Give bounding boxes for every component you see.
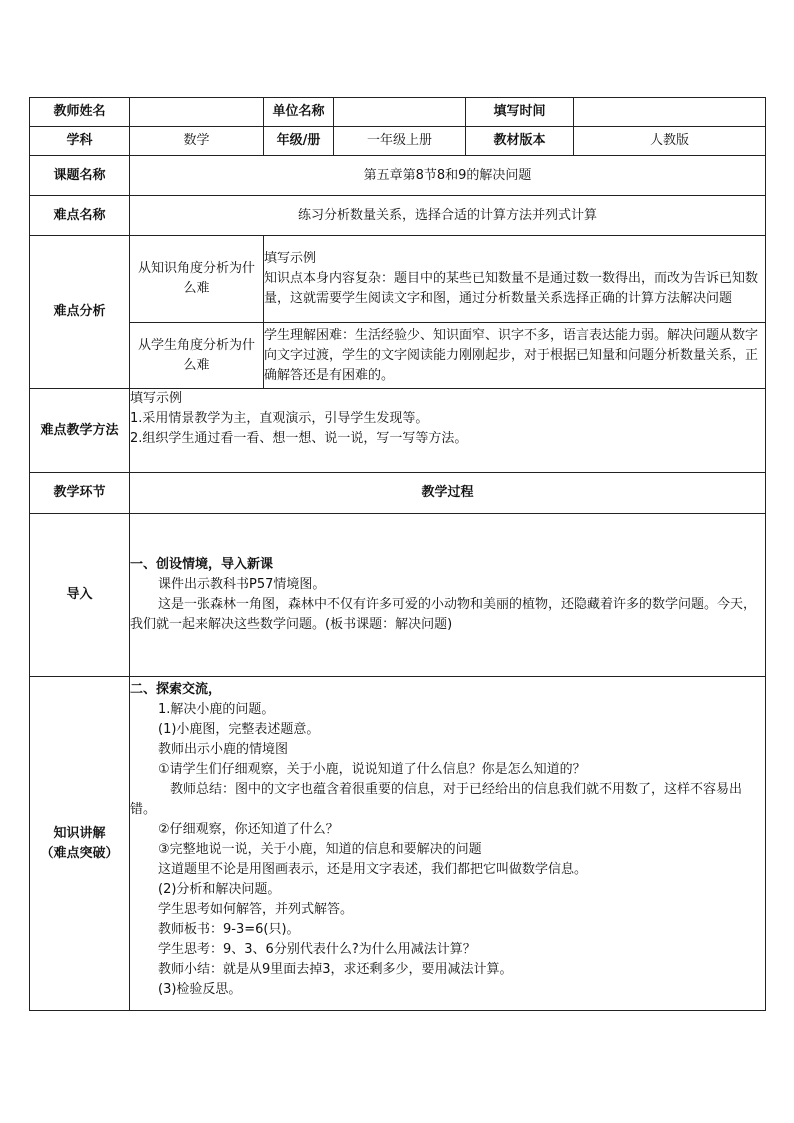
row-subject-info [30,127,766,156]
knowledge-line: 教师板书：9-3=6(只)。 [158,922,300,937]
knowledge-label-line: （难点突破） [40,845,119,861]
knowledge-line: 1.解决小鹿的问题。 [158,702,275,717]
method-text [130,389,766,473]
row-difficulty [30,196,766,236]
grade-label: 年级/册 [264,127,334,156]
knowledge-angle-label: 从知识角度分析为什么难 [130,236,264,323]
knowledge-line: (3)检验反思。 [158,982,242,997]
edition-label: 教材版本 [466,127,574,156]
knowledge-line: 教师小结：就是从9里面去掉3，求还剩多少，要用减法计算。 [158,962,513,977]
row-process-header [30,473,766,514]
stage-header: 教学环节 [30,473,130,514]
teacher-name-field[interactable] [130,98,264,127]
knowledge-line: ②仔细观察，你还知道了什么？ [158,822,339,837]
knowledge-label [30,677,130,1011]
method-line: 填写示例 [130,391,183,406]
method-line: 1.采用情景教学为主，直观演示，引导学生发现等。 [130,411,429,426]
row-intro [30,514,766,677]
row-analysis-knowledge [30,236,766,323]
knowledge-line: 教师出示小鹿的情境图 [158,742,289,757]
intro-line: 课件出示教科书P57情境图。 [158,577,326,592]
row-teaching-method [30,389,766,473]
fill-date-field[interactable] [574,98,766,127]
knowledge-content [130,677,766,1011]
row-teacher-info [30,98,766,127]
intro-title: 一、创设情境，导入新课 [130,557,274,572]
knowledge-example-body: 知识点本身内容复杂：题目中的某些已知数量不是通过数一数得出，而改为告诉已知数量，这就需要学生阅读文字和图，通过分析数量关系选择正确的计算方法解决问题 [264,271,759,306]
knowledge-label-line: 知识讲解 [53,825,106,841]
knowledge-line: (1)小鹿图，完整表述题意。 [158,722,320,737]
student-angle-text: 学生理解困难：生活经验少、知识面窄、识字不多，语言表达能力弱。解决问题从数字向文字过渡，学生的文字阅读能力刚刚起步，对于根据已知量和问题分析数量关系，正确解答还是有困难的。 [264,323,766,389]
intro-content [130,514,766,677]
process-header: 教学过程 [130,473,766,514]
unit-name-label: 单位名称 [264,98,334,127]
knowledge-example-heading: 填写示例 [264,251,317,266]
knowledge-line: ③完整地说一说，关于小鹿，知道的信息和要解决的问题 [158,842,482,857]
row-topic [30,156,766,196]
knowledge-angle-text [264,236,766,323]
analysis-label: 难点分析 [30,236,130,389]
edition-value: 人教版 [574,127,766,156]
difficulty-value: 练习分析数量关系，选择合适的计算方法并列式计算 [130,196,766,236]
intro-label: 导入 [30,514,130,677]
knowledge-line: 学生思考：9、3、6分别代表什么?为什么用减法计算？ [158,942,476,957]
lesson-plan-table [29,97,766,1011]
method-line: 2.组织学生通过看一看、想一想、说一说，写一写等方法。 [130,431,468,446]
fill-date-label: 填写时间 [466,98,574,127]
topic-label: 课题名称 [30,156,130,196]
knowledge-line: 学生思考如何解答，并列式解答。 [158,902,354,917]
knowledge-line: 教师总结：图中的文字也蕴含着很重要的信息，对于已经给出的信息我们就不用数了，这样不容易出错。 [130,782,743,817]
subject-label: 学科 [30,127,130,156]
topic-value: 第五章第8节8和9的解决问题 [130,156,766,196]
method-label: 难点教学方法 [30,389,130,473]
teacher-name-label: 教师姓名 [30,98,130,127]
knowledge-line: 这道题里不论是用图画表示，还是用文字表述，我们都把它叫做数学信息。 [158,862,588,877]
row-analysis-student [30,323,766,389]
subject-value: 数学 [130,127,264,156]
knowledge-line: ①请学生们仔细观察，关于小鹿，说说知道了什么信息？你是怎么知道的？ [158,762,586,777]
unit-name-field[interactable] [334,98,466,127]
difficulty-label: 难点名称 [30,196,130,236]
student-angle-label: 从学生角度分析为什么难 [130,323,264,389]
grade-value: 一年级上册 [334,127,466,156]
knowledge-line: (2)分析和解决问题。 [158,882,281,897]
knowledge-title: 二、探索交流， [130,682,222,697]
intro-line: 这是一张森林一角图，森林中不仅有许多可爱的小动物和美丽的植物，还隐藏着许多的数学问题。今天，我们就一起来解决这些数学问题。(板书课题：解决问题) [130,597,757,632]
row-knowledge [30,677,766,1011]
